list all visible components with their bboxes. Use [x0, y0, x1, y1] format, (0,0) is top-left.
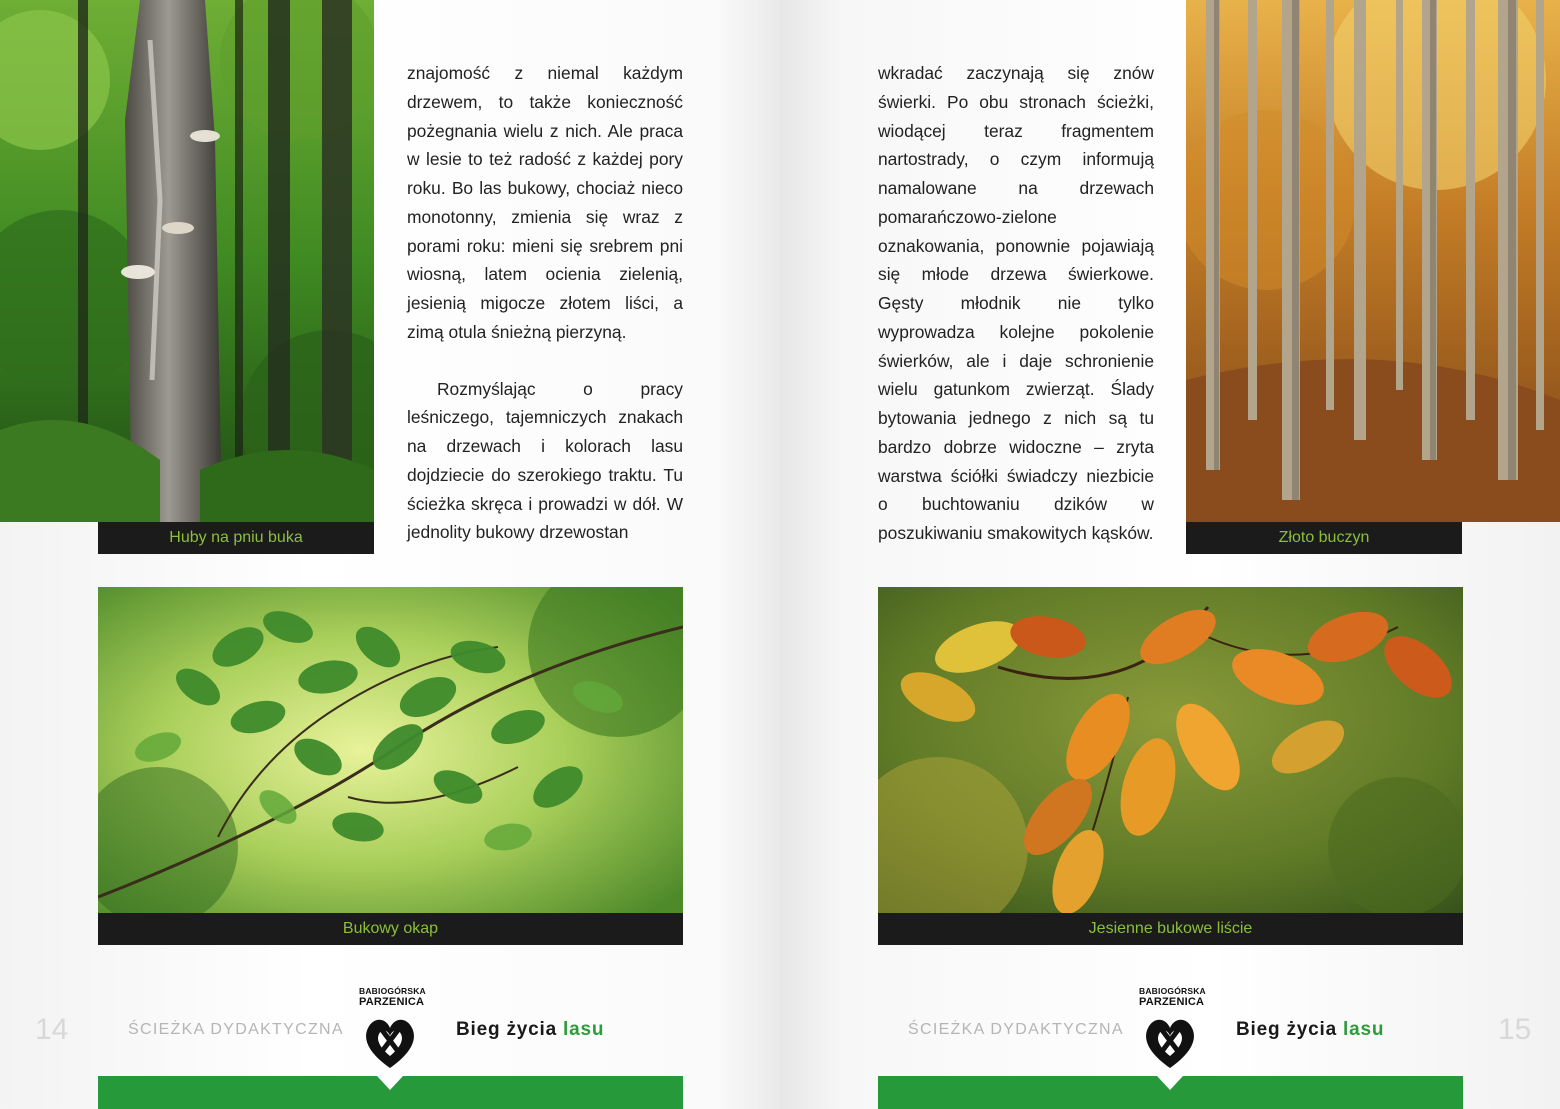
photo-golden-beech-forest — [1186, 0, 1560, 522]
photo-autumn-beech-leaves — [878, 587, 1463, 913]
footer-notch — [377, 1076, 403, 1090]
photo-caption: Huby na pniu buka — [98, 522, 374, 554]
logo — [1139, 986, 1206, 1072]
photo-caption: Jesienne bukowe liście — [878, 913, 1463, 945]
knot-icon — [360, 1010, 420, 1072]
series-label: ŚCIEŻKA DYDAKTYCZNA — [128, 1021, 344, 1038]
logo-text-line2: PARZENICA — [1139, 996, 1205, 1008]
knot-icon — [1140, 1010, 1200, 1072]
title-accent: lasu — [1343, 1019, 1385, 1040]
publication-title — [1236, 1019, 1384, 1041]
logo-text-line1: BABIOGÓRSKA — [1139, 986, 1206, 996]
logo-text-line1: BABIOGÓRSKA — [359, 986, 426, 996]
photo-caption: Bukowy okap — [98, 913, 683, 945]
title-part: Bieg życia — [1236, 1019, 1344, 1040]
page-number: 14 — [35, 1013, 69, 1046]
logo-text-line2: PARZENICA — [359, 996, 425, 1008]
paragraph: Rozmyślając o pracy leśniczego, tajemniczych znakach na drzewach i kolorach lasu dojdziecie do szerokiego traktu. Tu ścieżka skręca i prowadzi w dół. W jednolity bukowy drzewostan — [407, 378, 683, 543]
footer-notch — [1157, 1076, 1183, 1090]
title-part: Bieg życia — [456, 1019, 564, 1040]
photo-fungi-on-beech — [0, 0, 374, 522]
body-text-column — [878, 59, 1154, 548]
paragraph: znajomość z niemal każdym drzewem, to także konieczność pożegnania wielu z nich. Ale praca w lesie to też radość z każdej pory roku. Bo las bukowy, chociaż nieco monotonny, zmienia się wraz z porami roku: mieni się srebrem pni wiosną, latem ocienia zielenią, jesienią migocze złotem liści, a zimą otula śnieżną pierzyną. — [407, 63, 683, 342]
photo-caption: Złoto buczyn — [1186, 522, 1462, 554]
page-number: 15 — [1498, 1013, 1532, 1046]
right-page — [780, 0, 1560, 1109]
publication-title — [456, 1019, 604, 1041]
photo-beech-canopy — [98, 587, 683, 913]
logo — [359, 986, 426, 1072]
series-label: ŚCIEŻKA DYDAKTYCZNA — [908, 1021, 1124, 1038]
body-text-column — [407, 59, 683, 547]
paragraph: wkradać zaczynają się znów świerki. Po obu stronach ścieżki, wiodącej teraz fragmentem nartostrady, o czym informują namalowane na drzewach pomarańczowo-zielone oznakowania, ponownie pojawiają się młode drzewa świerkowe. Gęsty młodnik nie tylko wyprowadza kolejne pokolenie świerków, ale i daje schronienie wielu gatunkom zwierząt. Ślady bytowania jednego z nich są tu bardzo dobrze widoczne – zryta warstwa ściółki świadczy niezbicie o buchtowaniu dzików w poszukiwaniu smakowitych kąsków. — [878, 63, 1154, 543]
title-accent: lasu — [563, 1019, 605, 1040]
